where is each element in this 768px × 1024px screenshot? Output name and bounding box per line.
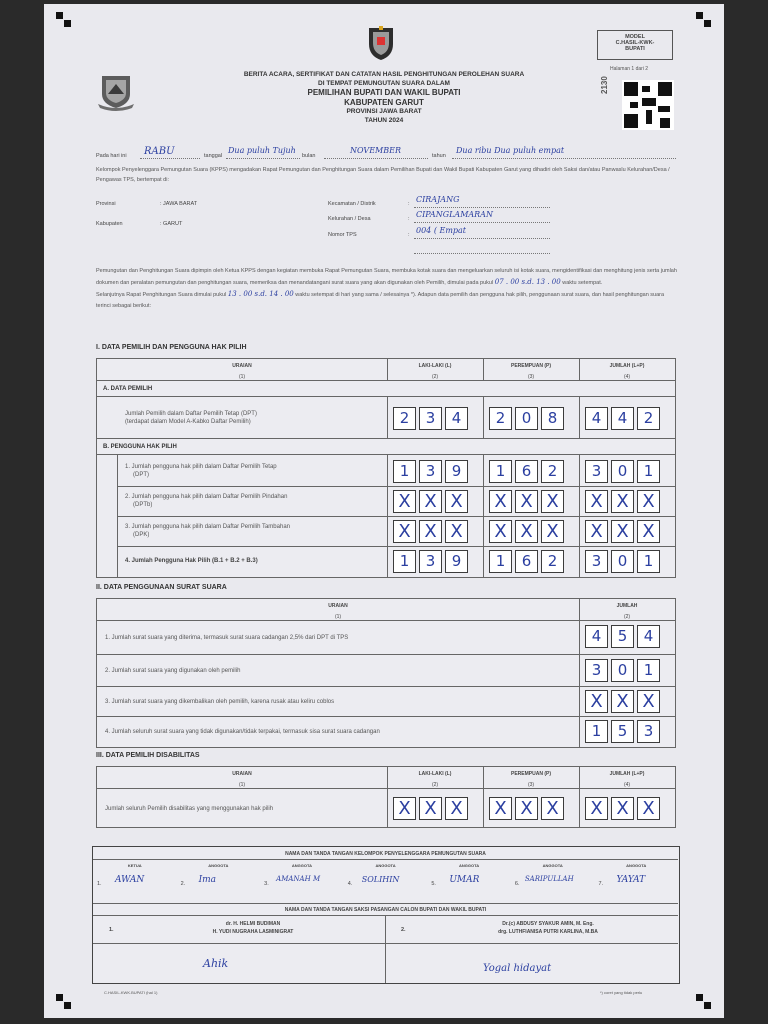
kpps-member-6 — [511, 861, 595, 903]
digit-box: 1 — [585, 720, 608, 743]
cross-box: X — [445, 520, 468, 543]
col-num: (3) — [527, 374, 535, 380]
member-signature: Ima — [198, 875, 217, 885]
cross-box: X — [611, 797, 634, 820]
cross-box: X — [637, 520, 660, 543]
tahun-label: tahun — [432, 153, 446, 159]
cross-box: X — [585, 797, 608, 820]
cross-box: X — [637, 797, 660, 820]
cross-box: X — [445, 797, 468, 820]
cross-box: X — [541, 490, 564, 513]
digit-box: 4 — [585, 625, 608, 648]
cross-box: X — [611, 520, 634, 543]
row-s2-2-boxes — [585, 659, 660, 682]
member-signature: UMAR — [449, 875, 480, 885]
digit-box: 1 — [637, 460, 660, 483]
row-b3-perempuan-boxes — [489, 520, 564, 543]
col-uraian: URAIAN — [232, 771, 252, 777]
row-b1-label: 1. Jumlah pengguna hak pilih dalam Daftar Pemilih Tetap — [125, 464, 277, 470]
saksi2-number: 2. — [401, 927, 406, 933]
kecamatan-label: Kecamatan / Distrik — [328, 201, 376, 207]
col-perempuan: PEREMPUAN (P) — [510, 771, 551, 777]
dotted-line — [414, 200, 550, 208]
member-role: ANGGOTA — [542, 863, 563, 868]
row-a-laki-boxes — [393, 407, 468, 430]
member-signature: AWAN — [115, 875, 145, 885]
row-a-label: Jumlah Pemilih dalam Daftar Pemilih Tetap (DPT) — [125, 411, 257, 417]
col-num: (4) — [623, 374, 631, 380]
row-b4-laki-boxes — [393, 550, 468, 573]
row-s2-2-label: 2. Jumlah surat suara yang digunakan oleh pemilih — [105, 668, 241, 674]
provinsi-value: : JAWA BARAT — [160, 201, 198, 207]
row-s2-3-boxes — [585, 690, 660, 713]
cross-box: X — [489, 797, 512, 820]
tanggal-value: Dua puluh Tujuh — [228, 146, 296, 155]
kabupaten-label: Kabupaten — [96, 221, 123, 227]
registration-mark — [64, 20, 71, 27]
member-role: ANGGOTA — [626, 863, 647, 868]
registration-mark — [56, 994, 63, 1001]
cross-box: X — [393, 520, 416, 543]
colon: : — [408, 216, 410, 222]
cross-box: X — [637, 690, 660, 713]
section1-title: I. DATA PEMILIH DAN PENGGUNA HAK PILIH — [96, 344, 247, 351]
registration-mark — [704, 20, 711, 27]
registration-mark — [64, 1002, 71, 1009]
cross-box: X — [393, 797, 416, 820]
saksi1-signature: Ahik — [203, 957, 229, 970]
digit-box: 8 — [541, 407, 564, 430]
dotted-line — [414, 246, 550, 254]
header-line5: PROVINSI JAWA BARAT — [346, 108, 422, 115]
section2-title: II. DATA PENGGUNAAN SURAT SUARA — [96, 584, 227, 591]
ballot-form-sheet — [44, 4, 724, 1018]
col-uraian: URAIAN — [232, 363, 252, 369]
saksi1-name-line2: H. YUDI NUGRAHA LASMINIGRAT — [212, 929, 294, 935]
cross-box: X — [585, 490, 608, 513]
cross-box: X — [541, 520, 564, 543]
kpu-logo — [364, 24, 398, 62]
dotted-line — [226, 151, 300, 159]
col-jumlah: JUMLAH — [616, 603, 638, 609]
digit-box: 2 — [489, 407, 512, 430]
row-b4-perempuan-boxes — [489, 550, 564, 573]
time2-value: 13 . 00 s.d. 14 . 00 — [227, 290, 294, 298]
row-b2-label: 2. Jumlah pengguna hak pilih dalam Daftar Pemilih Pindahan — [125, 494, 288, 500]
header-line6: TAHUN 2024 — [364, 117, 404, 124]
digit-box: 3 — [419, 550, 442, 573]
model-line3: BUPATI — [625, 46, 645, 52]
col-num: (3) — [527, 782, 535, 788]
saksi-title: NAMA DAN TANDA TANGAN SAKSI PASANGAN CALON BUPATI DAN WAKIL BUPATI — [284, 907, 487, 913]
digit-box: 3 — [585, 460, 608, 483]
kpps-member-1 — [93, 861, 177, 903]
cross-box: X — [541, 797, 564, 820]
row-b3-jumlah-boxes — [585, 520, 660, 543]
registration-mark — [696, 12, 703, 19]
digit-box: 0 — [515, 407, 538, 430]
procedure-paragraph — [96, 266, 680, 312]
col-jumlah: JUMLAH (L+P) — [609, 771, 645, 777]
section3-title: III. DATA PEMILIH DISABILITAS — [96, 752, 200, 759]
member-role: ANGGOTA — [375, 863, 396, 868]
desa-label: Kelurahan / Desa — [328, 216, 371, 222]
header-line1: BERITA ACARA, SERTIFIKAT DAN CATATAN HASIL PENGHITUNGAN PEROLEHAN SUARA — [243, 71, 525, 78]
cross-box: X — [515, 520, 538, 543]
footer-left: C.HASIL-KWK.BUPATI (hal 1) — [104, 990, 158, 995]
digit-box: 5 — [611, 720, 634, 743]
member-number: 4. — [347, 881, 353, 887]
kpps-member-3 — [260, 861, 344, 903]
section-b-title: B. PENGGUNA HAK PILIH — [103, 444, 177, 450]
member-number: 1. — [97, 881, 102, 887]
digit-box: 6 — [515, 460, 538, 483]
cross-box: X — [419, 797, 442, 820]
member-number: 3. — [264, 881, 269, 887]
kpps-member-7 — [594, 861, 678, 903]
col-laki: LAKI-LAKI (L) — [418, 363, 452, 369]
col-num: (1) — [238, 782, 246, 788]
cross-box: X — [515, 490, 538, 513]
colon: : — [408, 201, 410, 207]
row-b3-laki-boxes — [393, 520, 468, 543]
row-b2-jumlah-boxes — [585, 490, 660, 513]
row-s3-label: Jumlah seluruh Pemilih disabilitas yang menggunakan hak pilih — [105, 806, 274, 812]
day-value: RABU — [144, 146, 175, 157]
row-s2-4-boxes — [585, 720, 660, 743]
para1-text: Pemungutan dan Penghitungan Suara dipimpin oleh Ketua KPPS dengan kegiatan membuka Rapat Pemungutan Suara, membuka kotak suara dan mengeluarkan seluruh isi kotak suara, mengidentifikasi dan menghitung jenis serta jumlah dokumen dan peralatan pemungutan dan penghitungan suara, memeriksa dan menandatangani surat suara yang akan digunakan oleh Pemilih, dimulai pada pukul — [96, 268, 677, 286]
kpps-member-4 — [344, 861, 428, 903]
member-signature: YAYAT — [616, 875, 646, 885]
digit-box: 1 — [393, 460, 416, 483]
registration-mark — [704, 1002, 711, 1009]
digit-box: 2 — [393, 407, 416, 430]
digit-box: 5 — [611, 625, 634, 648]
colon: : — [408, 232, 410, 238]
col-uraian: URAIAN — [328, 603, 348, 609]
kpps-member-5 — [427, 861, 511, 903]
kpps-member-2 — [177, 861, 261, 903]
dotted-line — [414, 231, 550, 239]
kecamatan-value: CIRAJANG — [416, 195, 460, 204]
col-num: (1) — [238, 374, 246, 380]
cross-box: X — [515, 797, 538, 820]
digit-box: 3 — [585, 659, 608, 682]
saksi2-name-line1: Dr.(c) ABDUSY SYAKUR AMIN, M. Eng. — [502, 921, 594, 927]
kabupaten-value: : GARUT — [160, 221, 183, 227]
tahun-value: Dua ribu Dua puluh empat — [456, 146, 565, 155]
digit-box: 1 — [637, 550, 660, 573]
member-number: 7. — [598, 881, 604, 887]
row-b1-perempuan-boxes — [489, 460, 564, 483]
section2-table — [96, 598, 676, 748]
col-num: (2) — [623, 614, 631, 620]
model-box — [597, 30, 673, 60]
row-b2-sublabel: (DPTb) — [133, 502, 153, 508]
registration-mark — [56, 12, 63, 19]
section1-table — [96, 358, 676, 578]
col-perempuan: PEREMPUAN (P) — [510, 363, 551, 369]
header-line4: KABUPATEN GARUT — [344, 98, 424, 107]
header-line3: PEMILIHAN BUPATI DAN WAKIL BUPATI — [307, 88, 461, 97]
row-b1-sublabel: (DPT) — [133, 472, 149, 478]
bulan-label: bulan — [302, 153, 316, 159]
dotted-line — [140, 151, 200, 159]
tps-value: 004 ( Empat — [416, 226, 467, 235]
cross-box: X — [637, 490, 660, 513]
digit-box: 9 — [445, 550, 468, 573]
digit-box: 1 — [489, 460, 512, 483]
cross-box: X — [585, 690, 608, 713]
row-s2-3-label: 3. Jumlah surat suara yang dikembalikan oleh pemilih, karena rusak atau keliru coblos — [105, 699, 335, 705]
page-indicator: Halaman 1 dari 2 — [610, 66, 649, 72]
dotted-line — [324, 151, 428, 159]
footer-right: *) coret yang tidak perlu — [600, 990, 643, 995]
digit-box: 1 — [489, 550, 512, 573]
cross-box: X — [445, 490, 468, 513]
cross-box: X — [585, 520, 608, 543]
kpps-title: NAMA DAN TANDA TANGAN KELOMPOK PENYELENGGARA PEMUNGUTAN SUARA — [285, 851, 486, 857]
digit-box: 2 — [541, 460, 564, 483]
para2-text: Selanjutnya Rapat Penghitungan Suara dimulai pukul — [96, 292, 227, 298]
cross-box: X — [419, 490, 442, 513]
member-number: 5. — [431, 881, 436, 887]
row-b4-jumlah-boxes — [585, 550, 660, 573]
member-number: 2. — [180, 881, 186, 887]
row-a-perempuan-boxes — [489, 407, 564, 430]
cross-box: X — [489, 520, 512, 543]
cross-box: X — [489, 490, 512, 513]
row-s2-1-boxes — [585, 625, 660, 648]
saksi2-signature: Yogal hidayat — [483, 963, 552, 974]
saksi1-number: 1. — [109, 927, 114, 933]
model-line1: MODEL — [625, 34, 645, 40]
header-line2: DI TEMPAT PEMUNGUTAN SUARA DALAM — [318, 80, 450, 87]
member-signature: AMANAH M — [276, 875, 321, 883]
saksi2-name-line2: drg. LUTHFIANISA PUTRI KARLINA, M.BA — [498, 929, 598, 935]
cross-box: X — [611, 690, 634, 713]
member-signature: SOLIHIN — [361, 875, 400, 884]
dotted-line — [414, 215, 550, 223]
digit-box: 4 — [585, 407, 608, 430]
bulan-value: NOVEMBER — [350, 146, 401, 155]
tps-label: Nomor TPS — [328, 232, 357, 238]
digit-box: 0 — [611, 659, 634, 682]
row-b2-laki-boxes — [393, 490, 468, 513]
intro-text: Kelompok Penyelenggara Pemungutan Suara (KPPS) mengadakan Rapat Pemungutan dan Penghitungan Suara dalam Pemilihan Bupati dan Wakil Bupati Kabupaten Garut yang dihadiri oleh Saksi dan/atau Panwaslu Kelurahan/Desa / Pengawas TPS, bertempat di: — [96, 167, 670, 183]
col-num: (1) — [334, 614, 342, 620]
digit-box: 6 — [515, 550, 538, 573]
digit-box: 3 — [419, 407, 442, 430]
digit-box: 3 — [585, 550, 608, 573]
dotted-line — [452, 151, 676, 159]
row-b1-jumlah-boxes — [585, 460, 660, 483]
row-a-jumlah-boxes — [585, 407, 660, 430]
member-role: ANGGOTA — [208, 863, 229, 868]
row-s2-4-label: 4. Jumlah seluruh surat suara yang tidak digunakan/tidak terpakai, termasuk sisa surat suara cadangan — [105, 729, 380, 735]
row-s3-jumlah-boxes — [585, 797, 660, 820]
provinsi-label: Provinsi — [96, 201, 116, 207]
cross-box: X — [393, 490, 416, 513]
row-b1-laki-boxes — [393, 460, 468, 483]
row-b3-sublabel: (DPK) — [133, 532, 150, 538]
digit-box: 3 — [637, 720, 660, 743]
registration-mark — [696, 994, 703, 1001]
cross-box: X — [611, 490, 634, 513]
row-a-sublabel: (terdapat dalam Model A-Kabko Daftar Pemilih) — [125, 419, 251, 425]
date-prefix: Pada hari ini — [96, 153, 127, 159]
col-num: (2) — [431, 782, 439, 788]
digit-box: 1 — [393, 550, 416, 573]
digit-box: 2 — [541, 550, 564, 573]
col-jumlah: JUMLAH (L+P) — [609, 363, 645, 369]
time1-value: 07 . 00 s.d. 13 . 00 — [494, 278, 561, 286]
kpps-members — [93, 861, 678, 903]
tanggal-label: tanggal — [204, 153, 223, 159]
signature-block — [92, 846, 680, 984]
row-b4-label: 4. Jumlah Pengguna Hak Pilih (B.1 + B.2 + B.3) — [125, 558, 258, 564]
para2-end: waktu setempat di hari yang sama / selesainya *). Adapun data pemilih dan pengguna hak pilih, penggunaan surat suara, dan hasil penghitungan suara terinci sebagai berikut: — [96, 292, 665, 309]
member-number: 6. — [514, 881, 520, 887]
cross-box: X — [419, 520, 442, 543]
para1-end: waktu setempat. — [562, 280, 603, 286]
digit-box: 4 — [637, 625, 660, 648]
section-a-title: A. DATA PEMILIH — [103, 386, 153, 392]
col-num: (4) — [623, 782, 631, 788]
row-b2-perempuan-boxes — [489, 490, 564, 513]
member-signature: SARIPULLAH — [524, 875, 574, 883]
digit-box: 4 — [611, 407, 634, 430]
digit-box: 0 — [611, 460, 634, 483]
digit-box: 4 — [445, 407, 468, 430]
side-code: 2130 — [600, 76, 609, 94]
saksi1-name-line1: dr. H. HELMI BUDIMAN — [225, 921, 281, 927]
row-s2-1-label: 1. Jumlah surat suara yang diterima, termasuk surat suara cadangan 2,5% dari DPT di TPS — [105, 635, 349, 641]
member-role: ANGGOTA — [291, 863, 313, 868]
digit-box: 9 — [445, 460, 468, 483]
col-num: (2) — [431, 374, 439, 380]
member-role: KETUA — [127, 863, 142, 868]
row-s3-perempuan-boxes — [489, 797, 564, 820]
digit-box: 1 — [637, 659, 660, 682]
digit-box: 3 — [419, 460, 442, 483]
row-b3-label: 3. Jumlah pengguna hak pilih dalam Daftar Pemilih Tambahan — [125, 524, 290, 530]
desa-value: CIPANGLAMARAN — [416, 210, 493, 219]
col-laki: LAKI-LAKI (L) — [418, 771, 452, 777]
member-role: ANGGOTA — [459, 863, 480, 868]
model-line2: C.HASIL-KWK- — [615, 40, 655, 46]
digit-box: 2 — [637, 407, 660, 430]
row-s3-laki-boxes — [393, 797, 468, 820]
section3-table — [96, 766, 676, 828]
digit-box: 0 — [611, 550, 634, 573]
